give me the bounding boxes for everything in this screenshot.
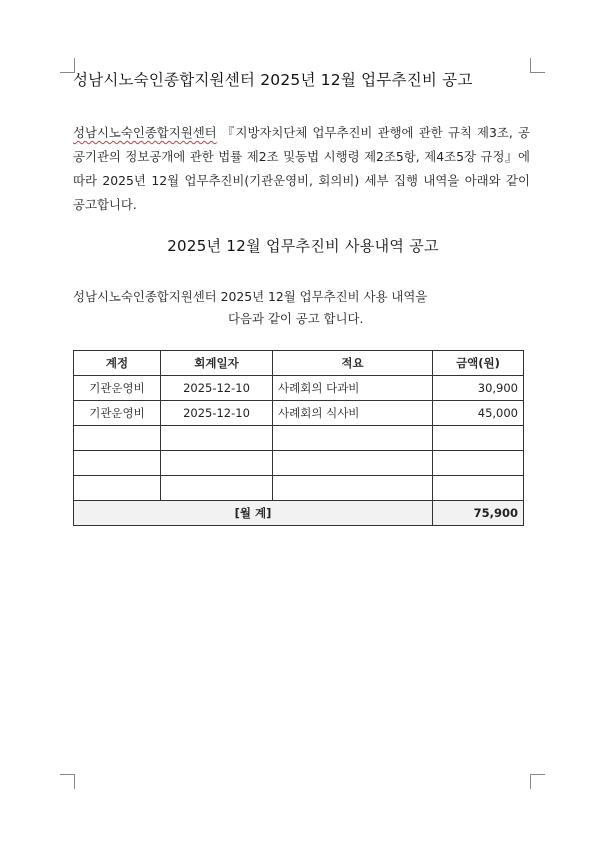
- table-row-empty: [74, 476, 524, 501]
- cell-amount: [433, 426, 524, 451]
- margin-mark-bottom-right: [530, 774, 545, 789]
- cell-date: [161, 451, 273, 476]
- notice-line-2: 다음과 같이 공고 합니다.: [228, 311, 364, 326]
- header-date: 회계일자: [161, 351, 273, 376]
- cell-description: 사례회의 식사비: [273, 401, 433, 426]
- cell-date: [161, 426, 273, 451]
- table-row: [74, 401, 524, 426]
- table-row-empty: [74, 426, 524, 451]
- cell-date: 2025-12-10: [161, 401, 273, 426]
- cell-account: [74, 451, 161, 476]
- intro-org-name: 성남시노숙인종합지원센터: [73, 125, 217, 140]
- notice-line-1: 성남시노숙인종합지원센터 2025년 12월 업무추진비 사용 내역을: [73, 289, 428, 304]
- table-row-empty: [74, 451, 524, 476]
- cell-account: 기관운영비: [74, 401, 161, 426]
- intro-body: 『지방자치단체 업무추진비 관행에 관한 규칙 제3조, 공공기관의 정보공개에 관한 법률 제2조 및동법 시행령 제2조5항, 제4조5장 규정』에 따라 2025년 12월 업무추진비(기관운영비, 회의비) 세부 집행 내역을 아래와 같이 공고합니다.: [73, 125, 530, 212]
- total-amount: 75,900: [433, 501, 524, 526]
- cell-date: [161, 476, 273, 501]
- header-description: 적요: [273, 351, 433, 376]
- table-total-row: [74, 501, 524, 526]
- cell-amount: [433, 476, 524, 501]
- margin-mark-bottom-left: [60, 774, 75, 789]
- cell-description: [273, 476, 433, 501]
- cell-description: [273, 451, 433, 476]
- table-header-row: [74, 351, 524, 376]
- cell-account: 기관운영비: [74, 376, 161, 401]
- cell-date: 2025-12-10: [161, 376, 273, 401]
- notice-text: [73, 286, 530, 330]
- expense-table: [73, 350, 524, 526]
- section-title: 2025년 12월 업무추진비 사용내역 공고: [167, 237, 439, 255]
- cell-description: [273, 426, 433, 451]
- cell-amount: [433, 451, 524, 476]
- intro-paragraph: [73, 121, 530, 217]
- document-title: 성남시노숙인종합지원센터 2025년 12월 업무추진비 공고: [73, 71, 473, 89]
- cell-description: 사례회의 다과비: [273, 376, 433, 401]
- cell-account: [74, 426, 161, 451]
- header-account: 계정: [74, 351, 161, 376]
- table-row: [74, 376, 524, 401]
- cell-amount: 30,900: [433, 376, 524, 401]
- total-label: [월 계]: [74, 501, 433, 526]
- header-amount: 금액(원): [433, 351, 524, 376]
- cell-amount: 45,000: [433, 401, 524, 426]
- cell-account: [74, 476, 161, 501]
